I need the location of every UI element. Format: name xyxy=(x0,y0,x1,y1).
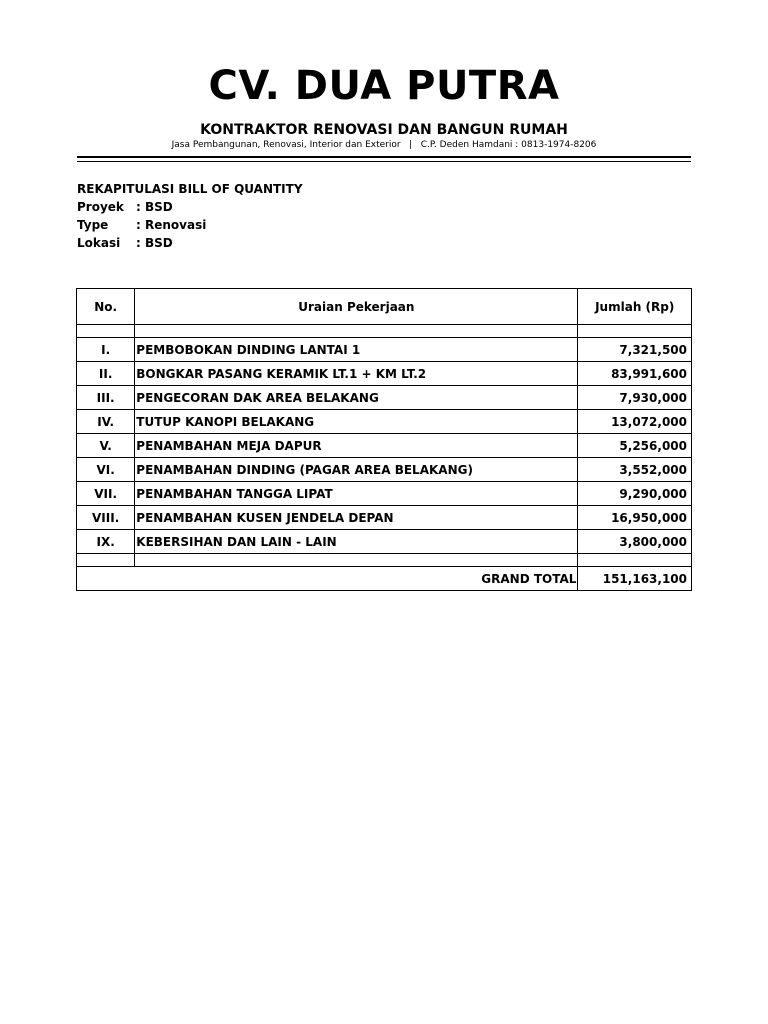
project-field-type xyxy=(77,216,303,234)
table-row xyxy=(77,410,692,434)
header-description: Uraian Pekerjaan xyxy=(135,289,578,325)
header-amount: Jumlah (Rp) xyxy=(578,289,692,325)
field-value: : BSD xyxy=(136,200,173,214)
table-row xyxy=(77,482,692,506)
company-name: CV. DUA PUTRA xyxy=(208,63,560,109)
company-contact: Jasa Pembangunan, Renovasi, Interior dan Exterior | C.P. Deden Hamdani : 0813-1974-8206 xyxy=(171,140,597,150)
row-number: V. xyxy=(77,434,135,458)
table-row xyxy=(77,338,692,362)
project-info-title: REKAPITULASI BILL OF QUANTITY xyxy=(77,182,303,196)
row-amount: 5,256,000 xyxy=(578,434,692,458)
project-field-lokasi xyxy=(77,234,303,252)
field-value: : BSD xyxy=(136,236,173,250)
row-description: PENAMBAHAN KUSEN JENDELA DEPAN xyxy=(135,506,578,530)
company-tagline: KONTRAKTOR RENOVASI DAN BANGUN RUMAH xyxy=(200,122,568,138)
table-row xyxy=(77,362,692,386)
project-info xyxy=(77,180,303,252)
grand-total-value: 151,163,100 xyxy=(578,567,692,591)
field-label: Proyek xyxy=(77,200,124,214)
row-number: IV. xyxy=(77,410,135,434)
row-amount: 3,552,000 xyxy=(578,458,692,482)
table-row xyxy=(77,506,692,530)
field-label: Lokasi xyxy=(77,236,121,250)
row-amount: 3,800,000 xyxy=(578,530,692,554)
row-number: VIII. xyxy=(77,506,135,530)
row-amount: 7,321,500 xyxy=(578,338,692,362)
table-row xyxy=(77,434,692,458)
row-amount: 16,950,000 xyxy=(578,506,692,530)
project-field-proyek xyxy=(77,198,303,216)
row-amount: 83,991,600 xyxy=(578,362,692,386)
row-description: PENAMBAHAN TANGGA LIPAT xyxy=(135,482,578,506)
header-no: No. xyxy=(77,289,135,325)
row-description: PENGECORAN DAK AREA BELAKANG xyxy=(135,386,578,410)
row-number: VI. xyxy=(77,458,135,482)
row-description: PENAMBAHAN MEJA DAPUR xyxy=(135,434,578,458)
table-spacer-row xyxy=(77,325,692,338)
row-description: TUTUP KANOPI BELAKANG xyxy=(135,410,578,434)
row-number: IX. xyxy=(77,530,135,554)
table-spacer-row xyxy=(77,554,692,567)
row-description: KEBERSIHAN DAN LAIN - LAIN xyxy=(135,530,578,554)
table-header-row xyxy=(77,289,692,325)
field-value: : Renovasi xyxy=(136,218,207,232)
table-row xyxy=(77,458,692,482)
row-description: BONGKAR PASANG KERAMIK LT.1 + KM LT.2 xyxy=(135,362,578,386)
field-label: Type xyxy=(77,218,109,232)
row-number: II. xyxy=(77,362,135,386)
grand-total-row xyxy=(77,567,692,591)
header-divider-thin xyxy=(77,161,691,162)
row-description: PENAMBAHAN DINDING (PAGAR AREA BELAKANG) xyxy=(135,458,578,482)
header-divider-thick xyxy=(77,156,691,158)
row-amount: 13,072,000 xyxy=(578,410,692,434)
row-amount: 7,930,000 xyxy=(578,386,692,410)
boq-table xyxy=(76,288,692,591)
row-description: PEMBOBOKAN DINDING LANTAI 1 xyxy=(135,338,578,362)
table-row xyxy=(77,530,692,554)
row-number: III. xyxy=(77,386,135,410)
grand-total-label: GRAND TOTAL xyxy=(77,567,578,591)
row-number: VII. xyxy=(77,482,135,506)
row-amount: 9,290,000 xyxy=(578,482,692,506)
row-number: I. xyxy=(77,338,135,362)
table-row xyxy=(77,386,692,410)
